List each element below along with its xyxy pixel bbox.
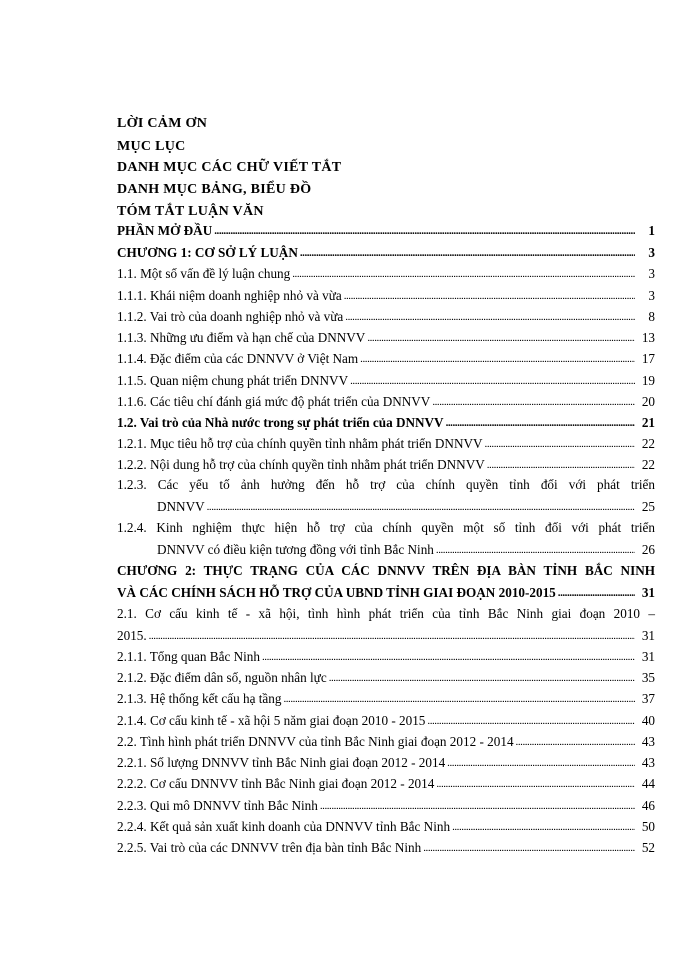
toc-page-number: 43 [641,734,655,749]
toc-leader-dots [262,648,635,665]
toc-page-number: 13 [641,330,655,345]
toc-leader-dots [149,627,635,644]
toc-entry-text: 1.1.6. Các tiêu chí đánh giá mức độ phát triển của DNNVV [117,394,431,409]
toc-entry-text: 2.2.3. Qui mô DNNVV tỉnh Bắc Ninh [117,798,318,813]
toc-page-number: 44 [641,776,655,791]
toc-entry-text: CHƯƠNG 1: CƠ SỞ LÝ LUẬN [117,245,298,260]
toc-entry-chapter-1 [117,244,655,261]
toc-entry-text: 2.1.4. Cơ cấu kinh tế - xã hội 5 năm giai đoạn 2010 - 2015 [117,713,426,728]
toc-leader-dots [344,287,635,304]
toc-leader-dots [447,754,635,771]
toc-entry-multiline [117,520,655,536]
toc-entry-text: CHƯƠNG 2: THỰC TRẠNG CỦA CÁC DNNVV TRÊN ĐỊA BÀN TỈNH BẮC NINH [117,563,655,578]
toc-leader-dots [485,435,635,452]
toc-entry-text: 2.1.3. Hệ thống kết cấu hạ tầng [117,691,282,706]
toc-entry-chapter-2 [117,563,655,579]
toc-entry [117,818,655,835]
toc-entry [117,393,655,410]
toc-leader-dots [283,690,635,707]
toc-leader-dots [452,818,635,835]
toc-leader-dots [558,584,635,601]
toc-page-number: 52 [641,840,655,855]
toc-page-number: 22 [641,457,655,472]
toc-page-number: 50 [641,819,655,834]
toc-page-number: 31 [641,585,655,600]
toc-leader-dots [436,775,635,792]
toc-entry-text: DNNVV có điều kiện tương đồng với tỉnh Bắc Ninh [157,542,434,557]
heading-acknowledgement: LỜI CẢM ƠN [117,116,208,131]
toc-page-number: 25 [641,499,655,514]
toc-entry [117,456,655,473]
toc-entry [117,690,655,707]
toc-entry [117,733,655,750]
toc-entry-text: 2.2.2. Cơ cấu DNNVV tỉnh Bắc Ninh giai đoạn 2012 - 2014 [117,776,435,791]
toc-entry [117,308,655,325]
toc-page-number: 40 [641,713,655,728]
toc-entry-text: 1.1.2. Vai trò của doanh nghiệp nhỏ và vừa [117,309,344,324]
toc-page-number: 43 [641,755,655,770]
toc-entry-text: 2.2.4. Kết quả sản xuất kinh doanh của DNNVV tỉnh Bắc Ninh [117,819,451,834]
toc-entry [117,648,655,665]
heading-tables-charts: DANH MỤC BẢNG, BIỂU ĐỒ [117,182,312,197]
toc-page-number: 37 [641,691,655,706]
toc-entry-text: 1.1.5. Quan niệm chung phát triển DNNVV [117,373,349,388]
toc-leader-dots [423,839,635,856]
toc-page-number: 8 [648,309,655,324]
toc-entry-text: 2.2.1. Số lượng DNNVV tỉnh Bắc Ninh giai đoạn 2012 - 2014 [117,755,446,770]
toc-page-number: 31 [641,628,655,643]
toc-entry-section-1-2 [117,414,655,431]
toc-leader-dots [350,372,635,389]
heading-abbreviations: DANH MỤC CÁC CHỮ VIẾT TẮT [117,160,342,175]
toc-entry [117,839,655,856]
heading-thesis-summary: TÓM TẮT LUẬN VĂN [117,204,264,219]
toc-entry-text: 1.1.4. Đặc điểm của các DNNVV ở Việt Nam [117,351,359,366]
toc-entry-text: DNNVV [157,499,205,514]
toc-leader-dots [367,329,635,346]
toc-entry-text: 2.2.5. Vai trò của các DNNVV trên địa bàn tỉnh Bắc Ninh [117,840,422,855]
toc-page-number: 21 [641,415,655,430]
toc-entry-text: 1.2. Vai trò của Nhà nước trong sự phát triển của DNNVV [117,415,444,430]
toc-entry [117,350,655,367]
toc-leader-dots [427,712,635,729]
toc-entry-text: 2.1.2. Đặc điểm dân số, nguồn nhân lực [117,670,327,685]
toc-page-number: 26 [641,542,655,557]
toc-entry-text: PHẦN MỞ ĐẦU [117,223,213,238]
toc-entry [117,329,655,346]
toc-page-number: 20 [641,394,655,409]
toc-entry [117,669,655,686]
toc-entry-text: VÀ CÁC CHÍNH SÁCH HỖ TRỢ CỦA UBND TỈNH GIAI ĐOẠN 2010-2015 [117,585,556,600]
toc-entry [117,287,655,304]
toc-entry-text: 2015. [117,628,147,643]
toc-entry [117,435,655,452]
toc-entry-text: 1.2.4. Kinh nghiệm thực hiện hỗ trợ của chính quyền một số tỉnh đối với phát triển [117,520,655,535]
toc-leader-dots [345,308,635,325]
toc-page-number: 3 [648,288,655,303]
toc-leader-dots [516,733,635,750]
toc-leader-dots [207,498,635,515]
toc-entry-continuation [117,584,655,601]
toc-leader-dots [329,669,635,686]
toc-page-number: 17 [641,351,655,366]
toc-entry-text: 1.2.3. Các yếu tố ảnh hưởng đến hỗ trợ của chính quyền tỉnh đối với phát triển [117,477,655,492]
toc-entry [117,797,655,814]
toc-leader-dots [360,350,635,367]
toc-leader-dots [214,222,635,239]
toc-entry-continuation [117,627,655,644]
toc-entry [117,265,655,282]
toc-leader-dots [292,265,635,282]
toc-entry-text: 2.1.1. Tổng quan Bắc Ninh [117,649,260,664]
toc-entry-continuation [157,541,655,558]
toc-entry-text: 1.2.1. Mục tiêu hỗ trợ của chính quyền tỉnh nhằm phát triển DNNVV [117,436,483,451]
toc-leader-dots [446,414,635,431]
toc-entry-text: 1.2.2. Nội dung hỗ trợ của chính quyền tỉnh nhằm phát triển DNNVV [117,457,485,472]
toc-entry-text: 1.1. Một số vấn đề lý luận chung [117,266,291,281]
toc-leader-dots [436,541,635,558]
toc-entry [117,372,655,389]
toc-leader-dots [432,393,635,410]
toc-leader-dots [487,456,635,473]
toc-entry [117,712,655,729]
toc-leader-dots [320,797,635,814]
toc-page-number: 3 [648,266,655,281]
toc-page-number: 35 [641,670,655,685]
toc-leader-dots [300,244,635,261]
toc-entry [117,754,655,771]
toc-entry-text: 1.1.1. Khái niệm doanh nghiệp nhỏ và vừa [117,288,342,303]
toc-page-number: 46 [641,798,655,813]
toc-entry-text: 2.1. Cơ cấu kinh tế - xã hội, tình hình phát triển của tỉnh Bắc Ninh giai đoạn 2010 – [117,606,655,621]
toc-entry-text: 1.1.3. Những ưu điểm và hạn chế của DNNVV [117,330,366,345]
toc-entry [117,775,655,792]
toc-page-number: 19 [641,373,655,388]
toc-entry-multiline [117,606,655,622]
toc-entry-continuation [157,498,655,515]
toc-entry-text: 2.2. Tình hình phát triển DNNVV của tỉnh Bắc Ninh giai đoạn 2012 - 2014 [117,734,514,749]
toc-entry-multiline [117,477,655,493]
toc-page-number: 22 [641,436,655,451]
toc-page-number: 1 [648,223,655,238]
toc-page-number: 3 [648,245,655,260]
toc-page-number: 31 [641,649,655,664]
toc-entry-intro [117,222,655,239]
heading-table-of-contents: MỤC LỤC [117,139,186,154]
